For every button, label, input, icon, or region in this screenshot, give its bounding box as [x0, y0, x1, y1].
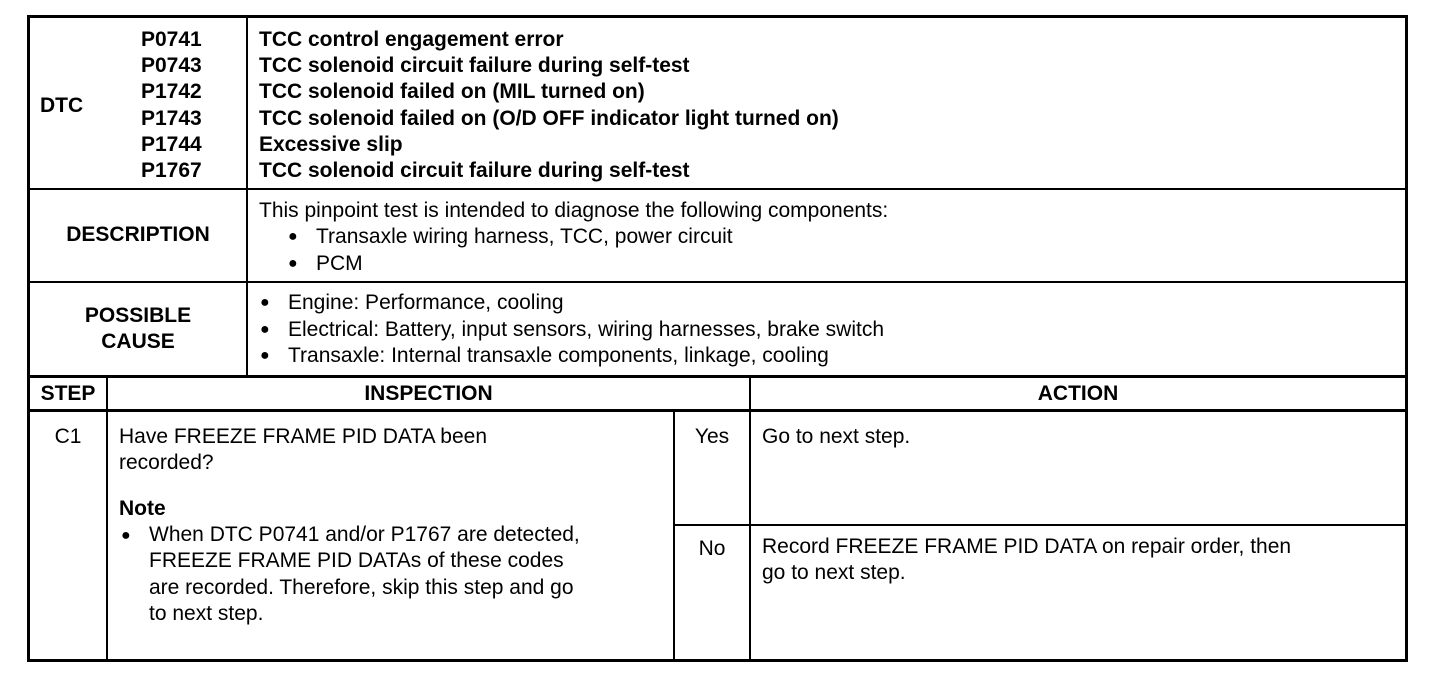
- possible-cause-item: [258, 317, 884, 344]
- yes-label: Yes: [694, 425, 730, 448]
- dtc-code: P1742: [141, 80, 202, 104]
- dtc-title: Excessive slip: [259, 132, 403, 156]
- divider-header-bottom: [30, 409, 1405, 412]
- bullet-icon: ●: [288, 228, 298, 245]
- dtc-code: P0743: [141, 54, 202, 78]
- possible-cause-item-text: Engine: Performance, cooling: [288, 291, 564, 314]
- description-item-text: PCM: [316, 251, 363, 275]
- dtc-title: TCC solenoid failed on (MIL turned on): [259, 80, 645, 104]
- divider-dtc-bottom: [30, 188, 1405, 190]
- yes-action: Go to next step.: [762, 425, 911, 448]
- note-line: FREEZE FRAME PID DATAs of these codes: [149, 549, 564, 572]
- bullet-icon: ●: [260, 294, 270, 311]
- inspection-question-line1: Have FREEZE FRAME PID DATA been: [119, 425, 487, 448]
- possible-cause-label-line1: POSSIBLE: [84, 304, 192, 327]
- description-list: [286, 224, 733, 277]
- divider-yes-no: [673, 524, 1405, 526]
- dtc-title-list: [259, 27, 839, 184]
- dtc-title: TCC control engagement error: [259, 28, 564, 51]
- bullet-icon: ●: [260, 320, 270, 338]
- header-inspection: INSPECTION: [364, 382, 493, 405]
- note-line: When DTC P0741 and/or P1767 are detected,: [149, 523, 580, 546]
- step-number: C1: [54, 425, 82, 448]
- dtc-code: P1743: [141, 106, 202, 130]
- bullet-icon: ●: [260, 347, 270, 364]
- dtc-label: DTC: [40, 94, 84, 117]
- dtc-code: P0741: [141, 28, 202, 51]
- description-item: [286, 251, 733, 278]
- description-item: [286, 224, 733, 251]
- dtc-title: TCC solenoid circuit failure during self-test: [259, 54, 690, 78]
- description-intro: This pinpoint test is intended to diagnose the following components:: [259, 199, 889, 222]
- no-action-line2: go to next step.: [762, 561, 906, 584]
- possible-cause-item: [258, 290, 884, 317]
- divider-description-bottom: [30, 281, 1405, 283]
- divider-label-column: [246, 18, 248, 377]
- dtc-title: TCC solenoid circuit failure during self-test: [259, 159, 690, 183]
- possible-cause-item-text: Electrical: Battery, input sensors, wiring harnesses, brake switch: [288, 317, 885, 341]
- inspection-question-line2: recorded?: [119, 451, 214, 474]
- possible-cause-item: [258, 343, 884, 370]
- header-action: ACTION: [1037, 382, 1119, 405]
- possible-cause-list: [258, 290, 884, 370]
- note-line: to next step.: [149, 602, 264, 625]
- dtc-code-list: [141, 27, 221, 184]
- possible-cause-item-text: Transaxle: Internal transaxle components, linkage, cooling: [288, 344, 829, 367]
- bullet-icon: ●: [288, 254, 298, 272]
- divider-inspection-action: [749, 377, 751, 659]
- bullet-icon: ●: [121, 527, 131, 544]
- description-label: DESCRIPTION: [66, 223, 210, 246]
- possible-cause-label-line2: CAUSE: [101, 330, 175, 353]
- no-action-line1: Record FREEZE FRAME PID DATA on repair order, then: [762, 535, 1292, 558]
- no-label: No: [698, 537, 726, 560]
- dtc-title: TCC solenoid failed on (O/D OFF indicator light turned on): [259, 106, 839, 130]
- dtc-code: P1767: [141, 159, 202, 183]
- divider-cause-bottom: [30, 375, 1405, 378]
- diagnostic-document: [27, 15, 1408, 662]
- dtc-code: P1744: [141, 132, 202, 156]
- divider-step-column: [106, 377, 108, 659]
- description-item-text: Transaxle wiring harness, TCC, power circuit: [316, 225, 733, 248]
- note-label: Note: [119, 497, 166, 520]
- header-step: STEP: [40, 382, 96, 405]
- note-line: are recorded. Therefore, skip this step and go: [149, 576, 574, 599]
